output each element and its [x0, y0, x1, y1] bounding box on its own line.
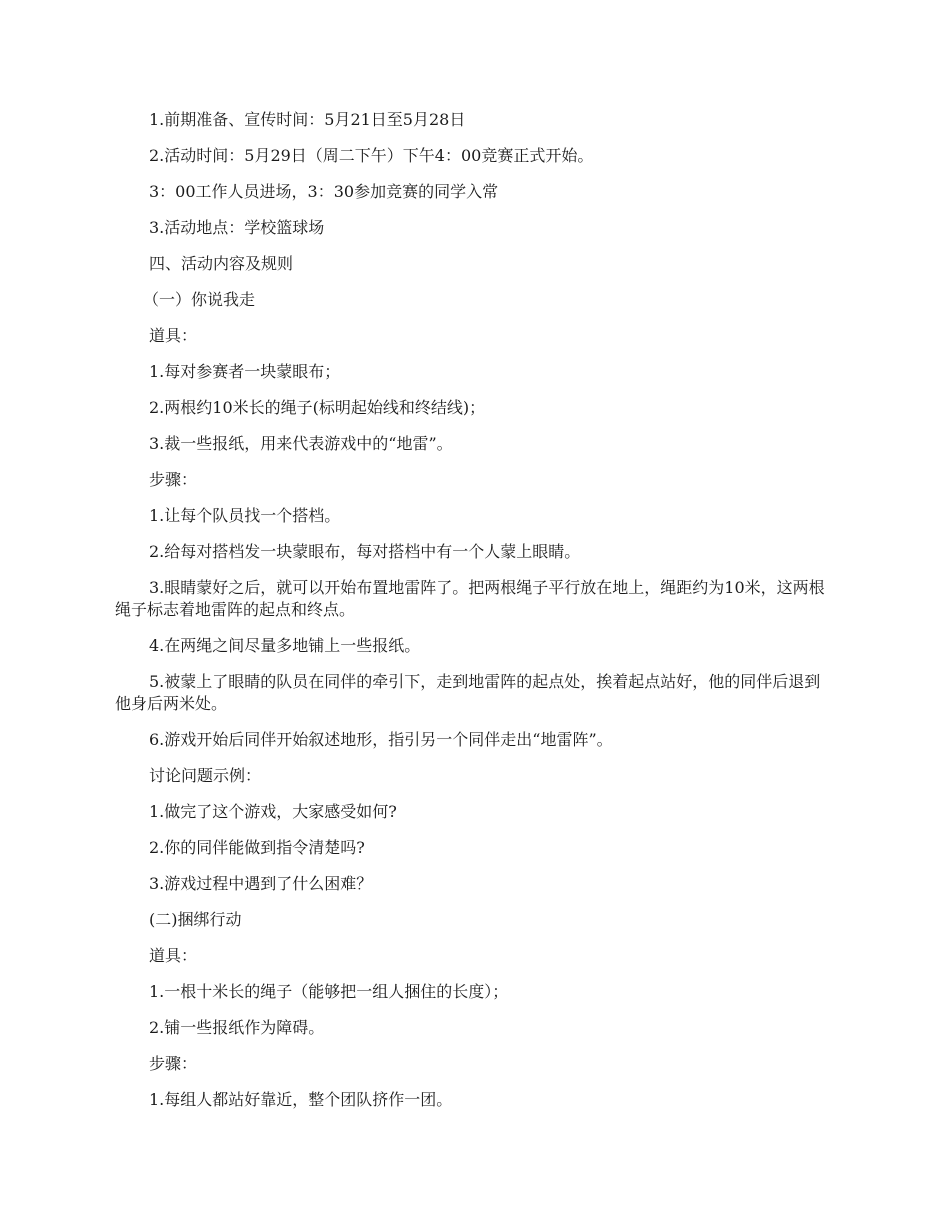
paragraph: 2.铺一些报纸作为障碍。	[149, 1018, 325, 1037]
paragraph: 3.游戏过程中遇到了什么困难？	[149, 874, 373, 893]
paragraph: 3：00工作人员进场，3：30参加竞赛的同学入常	[149, 182, 499, 201]
paragraph: 1.做完了这个游戏，大家感受如何?	[149, 802, 397, 821]
paragraph: 2.给每对搭档发一块蒙眼布，每对搭档中有一个人蒙上眼睛。	[149, 542, 581, 561]
subsection-heading: （一）你说我走	[143, 290, 256, 309]
paragraph: 1.让每个队员找一个搭档。	[149, 506, 341, 525]
paragraph: 步骤：	[149, 470, 198, 489]
paragraph: 3.裁一些报纸，用来代表游戏中的“地雷”。	[149, 434, 453, 453]
paragraph: 3.活动地点：学校篮球场	[149, 218, 325, 237]
paragraph: 2.两根约10米长的绳子(标明起始线和终结线)；	[149, 398, 486, 417]
paragraph: 4.在两绳之间尽量多地铺上一些报纸。	[149, 636, 421, 655]
paragraph: 1.每对参赛者一块蒙眼布；	[149, 362, 341, 381]
paragraph: 1.前期准备、宣传时间：5月21日至5月28日	[149, 110, 466, 129]
paragraph: 6.游戏开始后同伴开始叙述地形，指引另一个同伴走出“地雷阵”。	[149, 730, 613, 749]
paragraph: 步骤：	[149, 1054, 198, 1073]
paragraph: 3.眼睛蒙好之后，就可以开始布置地雷阵了。把两根绳子平行放在地上，绳距约为10米，这两根绳子标志着地雷阵的起点和终点。	[115, 578, 825, 619]
paragraph: 道具：	[149, 326, 198, 345]
paragraph: 讨论问题示例：	[149, 766, 262, 785]
paragraph: 1.一根十米长的绳子（能够把一组人捆住的长度）；	[149, 982, 509, 1001]
paragraph: 5.被蒙上了眼睛的队员在同伴的牵引下，走到地雷阵的起点处，挨着起点站好，他的同伴后退到他身后两米处。	[115, 672, 821, 713]
section-heading: 四、活动内容及规则	[149, 254, 294, 273]
paragraph: 2.活动时间：5月29日（周二下午）下午4：00竞赛正式开始。	[149, 146, 594, 165]
paragraph: 道具：	[149, 946, 198, 965]
paragraph: 2.你的同伴能做到指令清楚吗?	[149, 838, 365, 857]
paragraph: 1.每组人都站好靠近，整个团队挤作一团。	[149, 1090, 453, 1109]
subsection-heading: (二)捆绑行动	[149, 910, 242, 929]
